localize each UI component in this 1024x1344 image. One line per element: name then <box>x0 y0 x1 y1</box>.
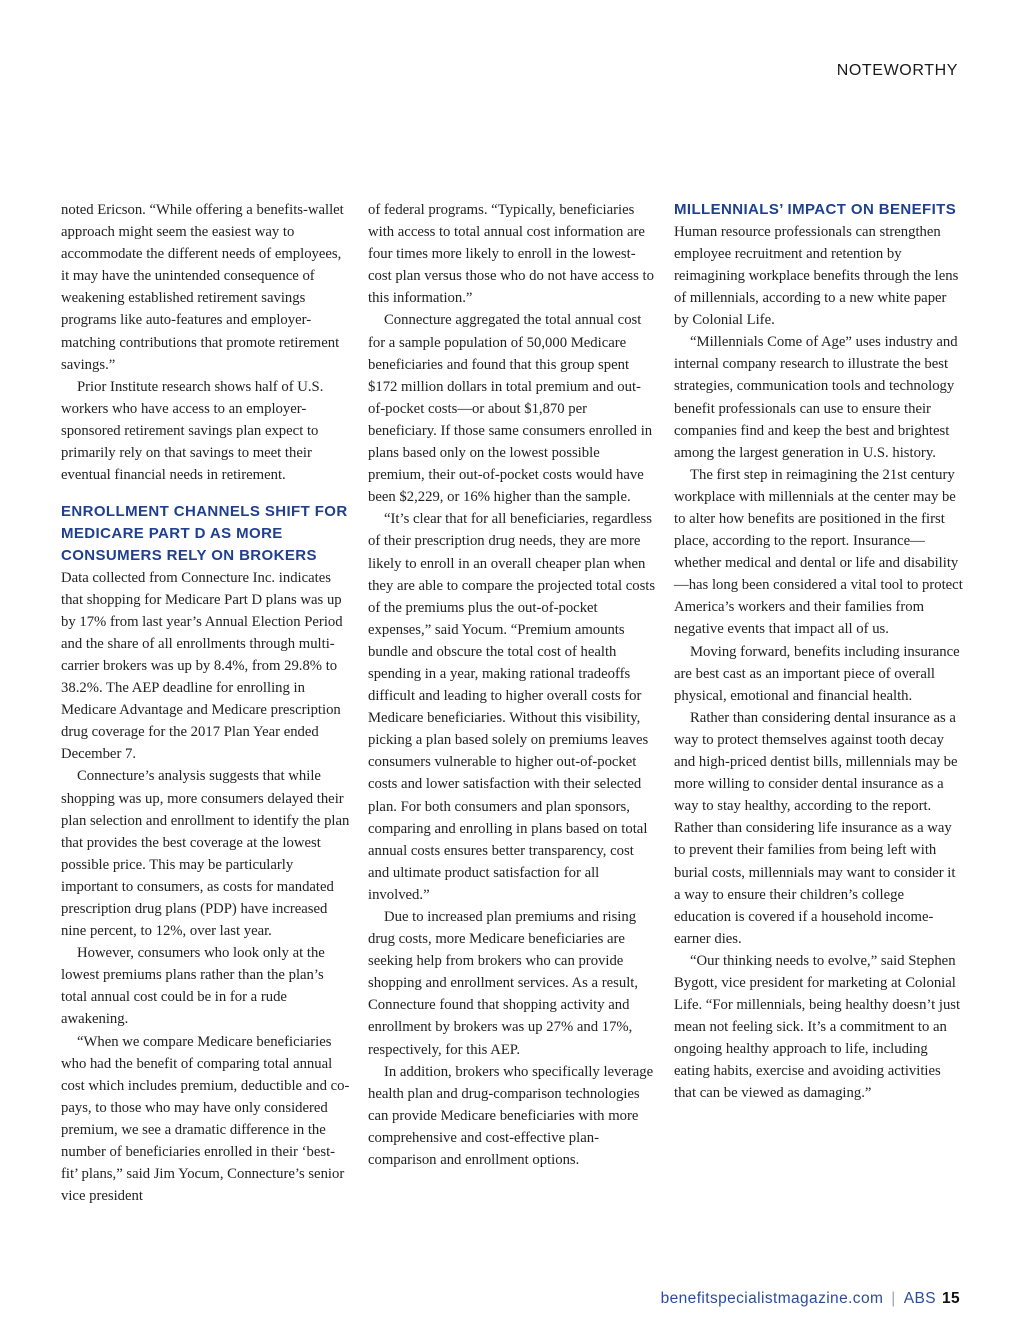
paragraph: of federal programs. “Typically, beneficiaries with access to total annual cost information are four times more likely to enroll in the lowest-cost plan versus those who do not have access to this information.” <box>368 202 654 307</box>
article-column-3 <box>674 199 964 1105</box>
paragraph: However, consumers who look only at the lowest premiums plans rather than the plan’s total annual cost could be in for a rude awakening. <box>61 945 325 1028</box>
article-column-2 <box>368 199 658 1171</box>
paragraph: noted Ericson. “While offering a benefits-wallet approach might seem the easiest way to accommodate the different needs of employees, it may have the unintended consequence of weakening established retirement savings programs like auto-features and employer-matching contributions that promote retirement savings.” <box>61 202 344 373</box>
website-link[interactable]: benefitspecialistmagazine.com <box>660 1290 884 1307</box>
section-heading-enrollment: ENROLLMENT CHANNELS SHIFT FOR MEDICARE PART D AS MORE CONSUMERS RELY ON BROKERS <box>61 503 348 564</box>
page-footer <box>661 1290 960 1308</box>
article-column-1 <box>61 199 351 1207</box>
paragraph: Prior Institute research shows half of U.S. workers who have access to an employer-sponsored retirement savings plan expect to primarily rely on that savings to meet their eventual financial needs in retirement. <box>61 378 324 484</box>
paragraph: Connecture’s analysis suggests that while shopping was up, more consumers delayed their plan selection and enrollment to identify the plan that provides the best coverage at the lowest possible price. This may be particularly important to consumers, as costs for mandated prescription drug plans (PDP) have increased nine percent, to 12%, over last year. <box>61 768 350 940</box>
page-number: 15 <box>941 1290 960 1307</box>
magazine-name: ABS <box>903 1290 936 1307</box>
paragraph: “Millennials Come of Age” uses industry and internal company research to illustrate the best strategies, communication tools and technology benefit professionals can use to ensure their companies find and keep the best and brightest among the largest generation in U.S. history. <box>674 334 958 461</box>
paragraph: Connecture aggregated the total annual cost for a sample population of 50,000 Medicare beneficiaries and found that this group spent $172 million dollars in total premium and out-of-pocket costs—or about $1,870 per beneficiary. If those same consumers enrolled in plans based only on the lowest possible premium, their out-of-pocket costs would have been $2,229, or 16% higher than the sample. <box>368 312 653 506</box>
paragraph: “Our thinking needs to evolve,” said Stephen Bygott, vice president for marketing at Colonial Life. “For millennials, being healthy doesn’t just mean not feeling sick. It’s a commitment to an ongoing healthy approach to life, including eating habits, exercise and avoiding activities that can be viewed as damaging.” <box>674 952 961 1102</box>
footer-separator: | <box>891 1290 896 1307</box>
paragraph: In addition, brokers who specifically leverage health plan and drug-comparison technologies can provide Medicare beneficiaries with more comprehensive and cost-effective plan-comparison and enrollment options. <box>368 1063 654 1169</box>
paragraph: Due to increased plan premiums and rising drug costs, more Medicare beneficiaries are seeking help from brokers who can provide shopping and enrollment services. As a result, Connecture found that shopping activity and enrollment by brokers was up 27% and 17%, respectively, for this AEP. <box>368 909 639 1058</box>
section-label: NOTEWORTHY <box>836 62 958 79</box>
paragraph: The first step in reimagining the 21st century workplace with millennials at the center may be to alter how benefits are positioned in the first place, according to the report. Insurance—whether medical and dental or life and disability—has long been considered a vital tool to protect America’s workers and their families from negative events that impact all of us. <box>674 466 963 638</box>
paragraph: Moving forward, benefits including insurance are best cast as an important piece of overall physical, emotional and financial health. <box>674 643 960 704</box>
paragraph: Rather than considering dental insurance as a way to protect themselves against tooth decay and high-priced dentist bills, millennials may be more willing to consider dental insurance as a way to stay healthy, according to the report. Rather than considering life insurance as a way to prevent their families from being left with burial costs, millennials may want to consider it a way to ensure their children’s college education is covered if a household income-earner dies. <box>674 709 958 947</box>
paragraph: Human resource professionals can strengthen employee recruitment and retention by reimagining workplace benefits through the lens of millennials, according to a new white paper by Colonial Life. <box>674 223 959 329</box>
paragraph: “It’s clear that for all beneficiaries, regardless of their prescription drug needs, they are more likely to enroll in an overall cheaper plan when they are able to compare the projected total costs of the premiums plus the out-of-pocket expenses,” said Yocum. “Premium amounts bundle and obscure the total cost of health spending in a year, making rational tradeoffs difficult and leading to higher overall costs for Medicare beneficiaries. Without this visibility, picking a plan based solely on premiums leaves consumers vulnerable to higher out-of-pocket costs and lower satisfaction with their selected plan. For both consumers and plan sponsors, comparing and enrolling in plans based on total annual costs ensures better transparency, cost and ultimate product satisfaction for all involved.” <box>368 511 656 903</box>
paragraph: Data collected from Connecture Inc. indicates that shopping for Medicare Part D plans was up by 17% from last year’s Annual Election Period and the share of all enrollments through multi-carrier brokers was up by 8.4%, from 29.8% to 38.2%. The AEP deadline for enrolling in Medicare Advantage and Medicare prescription drug coverage for the 2017 Plan Year ended December 7. <box>61 569 343 763</box>
paragraph: “When we compare Medicare beneficiaries who had the benefit of comparing total annual cost which includes premium, deductible and co-pays, to those who may have only considered premium, we see a dramatic difference in the number of beneficiaries enrolled in their ‘best-fit’ plans,” said Jim Yocum, Connecture’s senior vice president <box>61 1033 350 1205</box>
section-heading-millennials: MILLENNIALS’ IMPACT ON BENEFITS <box>674 201 957 218</box>
